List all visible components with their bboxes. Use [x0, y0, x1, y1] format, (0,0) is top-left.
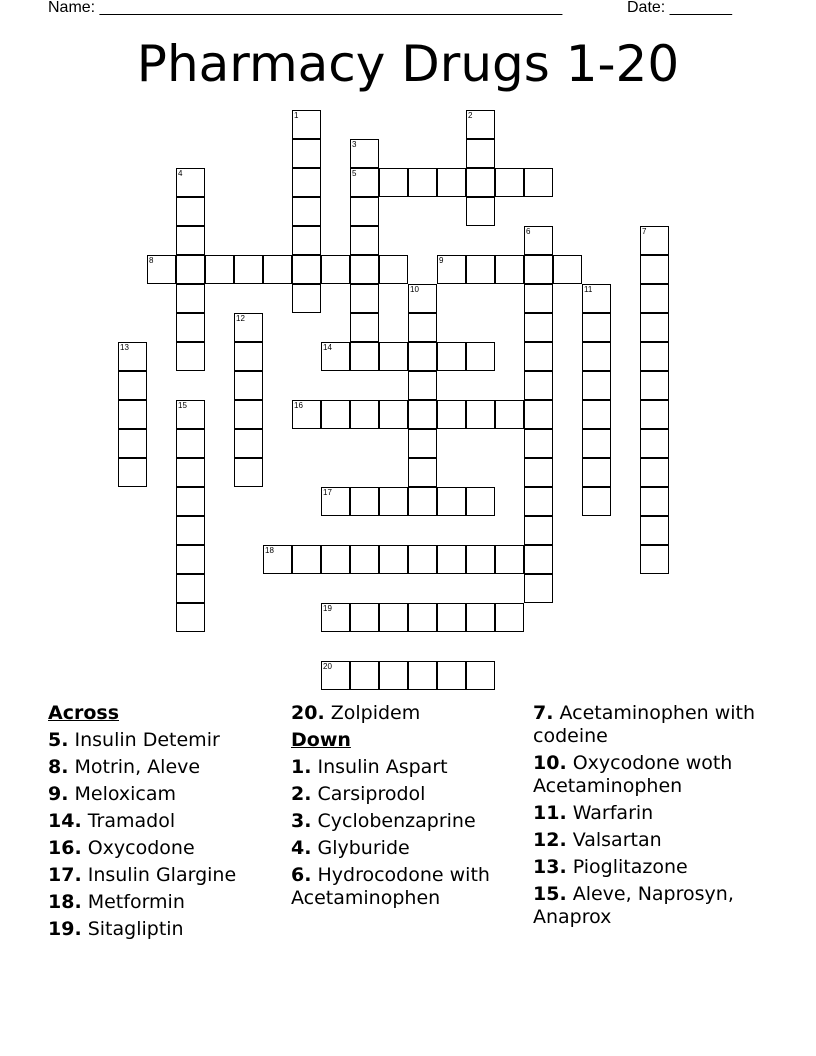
grid-cell[interactable]	[640, 487, 669, 516]
grid-cell[interactable]	[524, 226, 553, 255]
grid-cell[interactable]	[379, 603, 408, 632]
grid-cell[interactable]	[234, 371, 263, 400]
grid-cell[interactable]	[524, 545, 553, 574]
clue-item-text: Insulin Glargine	[87, 864, 237, 886]
grid-cell[interactable]	[350, 661, 379, 690]
clue-number: 17	[323, 488, 332, 497]
clue-number: 13	[120, 343, 129, 352]
grid-cell[interactable]	[379, 487, 408, 516]
clue-item	[291, 756, 521, 779]
grid-cell[interactable]	[118, 342, 147, 371]
clue-number: 14	[323, 343, 332, 352]
grid-cell[interactable]	[263, 255, 292, 284]
grid-cell[interactable]	[466, 110, 495, 139]
grid-cell[interactable]	[379, 255, 408, 284]
grid-cell[interactable]	[495, 400, 524, 429]
clue-item	[291, 783, 521, 806]
clue-number: 10	[410, 285, 419, 294]
clue-item-number: 3.	[291, 810, 312, 832]
clue-item-text: Insulin Aspart	[317, 756, 448, 778]
grid-cell[interactable]	[466, 197, 495, 226]
grid-cell[interactable]	[234, 342, 263, 371]
clue-number: 1	[294, 111, 299, 120]
clue-item-text: Insulin Detemir	[74, 729, 220, 751]
grid-cell[interactable]	[437, 661, 466, 690]
clue-item	[291, 702, 521, 725]
grid-cell[interactable]	[292, 226, 321, 255]
grid-cell[interactable]	[176, 197, 205, 226]
grid-cell[interactable]	[524, 371, 553, 400]
grid-cell[interactable]	[176, 168, 205, 197]
grid-cell[interactable]	[524, 429, 553, 458]
grid-cell[interactable]	[640, 545, 669, 574]
clue-item	[48, 891, 288, 914]
grid-cell[interactable]	[292, 545, 321, 574]
grid-cell[interactable]	[640, 313, 669, 342]
grid-cell[interactable]	[640, 458, 669, 487]
clue-item-number: 12.	[533, 829, 567, 851]
clue-item-number: 4.	[291, 837, 312, 859]
grid-cell[interactable]	[582, 284, 611, 313]
clue-item-number: 7.	[533, 702, 554, 724]
grid-cell[interactable]	[495, 168, 524, 197]
grid-cell[interactable]	[408, 400, 437, 429]
clues-column-3	[533, 702, 773, 933]
grid-cell[interactable]	[176, 400, 205, 429]
clue-item	[48, 810, 288, 833]
clue-item-number: 5.	[48, 729, 69, 751]
clue-number: 20	[323, 662, 332, 671]
clue-item	[48, 729, 288, 752]
clue-number: 18	[265, 546, 274, 555]
clue-item-text: Motrin, Aleve	[74, 756, 201, 778]
clue-item	[533, 883, 773, 929]
grid-cell[interactable]	[350, 487, 379, 516]
clue-item-number: 2.	[291, 783, 312, 805]
grid-cell[interactable]	[350, 226, 379, 255]
grid-cell[interactable]	[466, 400, 495, 429]
grid-cell[interactable]	[495, 255, 524, 284]
grid-cell[interactable]	[379, 661, 408, 690]
clue-item-text: Warfarin	[572, 802, 654, 824]
grid-cell[interactable]	[176, 226, 205, 255]
clue-item-text: Carsiprodol	[317, 783, 426, 805]
grid-cell[interactable]	[408, 168, 437, 197]
grid-cell[interactable]	[582, 458, 611, 487]
clue-item	[48, 918, 288, 941]
grid-cell[interactable]	[524, 255, 553, 284]
grid-cell[interactable]	[350, 603, 379, 632]
grid-cell[interactable]	[350, 545, 379, 574]
grid-cell[interactable]	[321, 603, 350, 632]
clue-number: 5	[352, 169, 357, 178]
grid-cell[interactable]	[176, 313, 205, 342]
grid-cell[interactable]	[176, 516, 205, 545]
grid-cell[interactable]	[321, 255, 350, 284]
grid-cell[interactable]	[524, 313, 553, 342]
clue-number: 15	[178, 401, 187, 410]
grid-cell[interactable]	[524, 284, 553, 313]
grid-cell[interactable]	[176, 487, 205, 516]
grid-cell[interactable]	[350, 168, 379, 197]
clue-item-number: 17.	[48, 864, 82, 886]
clue-item-number: 1.	[291, 756, 312, 778]
clue-number: 16	[294, 401, 303, 410]
grid-cell[interactable]	[292, 168, 321, 197]
grid-cell[interactable]	[582, 400, 611, 429]
clue-number: 9	[439, 256, 444, 265]
grid-cell[interactable]	[350, 197, 379, 226]
grid-cell[interactable]	[466, 255, 495, 284]
grid-cell[interactable]	[176, 342, 205, 371]
grid-cell[interactable]	[437, 400, 466, 429]
clue-item-text: Aleve, Naprosyn, Anaprox	[533, 883, 734, 928]
grid-cell[interactable]	[350, 255, 379, 284]
clues-column-1	[48, 702, 288, 945]
grid-cell[interactable]	[176, 574, 205, 603]
clue-item-text: Sitagliptin	[87, 918, 184, 940]
clue-item	[291, 864, 521, 910]
clue-number: 19	[323, 604, 332, 613]
grid-cell[interactable]	[292, 400, 321, 429]
clue-number: 12	[236, 314, 245, 323]
clue-item-number: 20.	[291, 702, 325, 724]
grid-cell[interactable]	[379, 168, 408, 197]
grid-cell[interactable]	[321, 400, 350, 429]
grid-cell[interactable]	[234, 255, 263, 284]
clue-item	[291, 837, 521, 860]
grid-cell[interactable]	[321, 342, 350, 371]
grid-cell[interactable]	[437, 255, 466, 284]
clue-item-text: Hydrocodone with Acetaminophen	[291, 864, 490, 909]
grid-cell[interactable]	[582, 371, 611, 400]
grid-cell[interactable]	[292, 284, 321, 313]
clue-item-text: Valsartan	[572, 829, 662, 851]
grid-cell[interactable]	[437, 487, 466, 516]
grid-cell[interactable]	[466, 139, 495, 168]
grid-cell[interactable]	[437, 342, 466, 371]
clue-number: 8	[149, 256, 154, 265]
grid-cell[interactable]	[466, 342, 495, 371]
grid-cell[interactable]	[118, 371, 147, 400]
grid-cell[interactable]	[234, 400, 263, 429]
clue-section-heading: Down	[291, 729, 351, 751]
clue-item-number: 11.	[533, 802, 567, 824]
clue-item-number: 14.	[48, 810, 82, 832]
grid-cell[interactable]	[408, 661, 437, 690]
grid-cell[interactable]	[466, 661, 495, 690]
clue-number: 7	[642, 227, 647, 236]
clue-item	[533, 752, 773, 798]
grid-cell[interactable]	[437, 603, 466, 632]
grid-cell[interactable]	[640, 255, 669, 284]
clue-item	[48, 756, 288, 779]
grid-cell[interactable]	[118, 429, 147, 458]
grid-cell[interactable]	[176, 255, 205, 284]
grid-cell[interactable]	[408, 603, 437, 632]
clue-item	[533, 856, 773, 879]
grid-cell[interactable]	[524, 168, 553, 197]
grid-cell[interactable]	[582, 429, 611, 458]
grid-cell[interactable]	[640, 429, 669, 458]
clue-item-text: Pioglitazone	[572, 856, 688, 878]
grid-cell[interactable]	[408, 284, 437, 313]
grid-cell[interactable]	[495, 603, 524, 632]
clue-item-text: Cyclobenzaprine	[317, 810, 476, 832]
grid-cell[interactable]	[205, 255, 234, 284]
grid-cell[interactable]	[408, 487, 437, 516]
grid-cell[interactable]	[350, 139, 379, 168]
clue-item	[291, 810, 521, 833]
clue-number: 4	[178, 169, 183, 178]
clues-column-2	[291, 702, 521, 914]
clue-item-number: 16.	[48, 837, 82, 859]
clue-item-text: Oxycodone woth Acetaminophen	[533, 752, 733, 797]
grid-cell[interactable]	[437, 545, 466, 574]
clue-item	[533, 702, 773, 748]
clue-item-text: Tramadol	[87, 810, 176, 832]
clue-number: 11	[584, 285, 593, 294]
grid-cell[interactable]	[466, 603, 495, 632]
grid-cell[interactable]	[379, 400, 408, 429]
clue-item-text: Zolpidem	[330, 702, 421, 724]
grid-cell[interactable]	[524, 458, 553, 487]
grid-cell[interactable]	[176, 458, 205, 487]
grid-cell[interactable]	[495, 545, 524, 574]
clue-item	[48, 864, 288, 887]
grid-cell[interactable]	[292, 197, 321, 226]
grid-cell[interactable]	[292, 110, 321, 139]
grid-cell[interactable]	[379, 342, 408, 371]
grid-cell[interactable]	[524, 342, 553, 371]
clue-section-heading: Across	[48, 702, 120, 724]
grid-cell[interactable]	[118, 458, 147, 487]
clue-item-text: Meloxicam	[74, 783, 177, 805]
grid-cell[interactable]	[350, 284, 379, 313]
grid-cell[interactable]	[379, 545, 408, 574]
grid-cell[interactable]	[466, 487, 495, 516]
clue-item-number: 6.	[291, 864, 312, 886]
clue-item	[48, 783, 288, 806]
clue-item-number: 10.	[533, 752, 567, 774]
grid-cell[interactable]	[292, 139, 321, 168]
grid-cell[interactable]	[640, 400, 669, 429]
grid-cell[interactable]	[408, 458, 437, 487]
grid-cell[interactable]	[234, 313, 263, 342]
grid-cell[interactable]	[640, 284, 669, 313]
grid-cell[interactable]	[147, 255, 176, 284]
clue-item-number: 8.	[48, 756, 69, 778]
clue-item-text: Metformin	[87, 891, 185, 913]
grid-cell[interactable]	[234, 429, 263, 458]
clue-item-number: 15.	[533, 883, 567, 905]
grid-cell[interactable]	[466, 168, 495, 197]
clue-number: 6	[526, 227, 531, 236]
grid-cell[interactable]	[408, 371, 437, 400]
grid-cell[interactable]	[176, 545, 205, 574]
grid-cell[interactable]	[176, 603, 205, 632]
grid-cell[interactable]	[263, 545, 292, 574]
grid-cell[interactable]	[350, 313, 379, 342]
grid-cell[interactable]	[640, 226, 669, 255]
grid-cell[interactable]	[321, 545, 350, 574]
clue-item-number: 9.	[48, 783, 69, 805]
clue-item-number: 18.	[48, 891, 82, 913]
grid-cell[interactable]	[524, 400, 553, 429]
grid-cell[interactable]	[640, 371, 669, 400]
grid-cell[interactable]	[408, 342, 437, 371]
name-field-label: Name: ____________________________________________________	[48, 0, 563, 16]
grid-cell[interactable]	[524, 574, 553, 603]
grid-cell[interactable]	[553, 255, 582, 284]
grid-cell[interactable]	[234, 458, 263, 487]
grid-cell[interactable]	[292, 255, 321, 284]
page-title: Pharmacy Drugs 1-20	[136, 35, 680, 93]
clue-number: 3	[352, 140, 357, 149]
grid-cell[interactable]	[118, 400, 147, 429]
clue-number: 2	[468, 111, 473, 120]
grid-cell[interactable]	[524, 487, 553, 516]
grid-cell[interactable]	[176, 429, 205, 458]
clue-item	[533, 802, 773, 825]
grid-cell[interactable]	[466, 545, 495, 574]
grid-cell[interactable]	[582, 313, 611, 342]
clue-item-number: 13.	[533, 856, 567, 878]
grid-cell[interactable]	[321, 487, 350, 516]
grid-cell[interactable]	[582, 487, 611, 516]
grid-cell[interactable]	[321, 661, 350, 690]
date-field-label: Date: _______	[627, 0, 732, 16]
clue-item-text: Acetaminophen with codeine	[533, 702, 756, 747]
grid-cell[interactable]	[408, 429, 437, 458]
clue-item	[533, 829, 773, 852]
grid-cell[interactable]	[408, 545, 437, 574]
grid-cell[interactable]	[350, 400, 379, 429]
grid-cell[interactable]	[524, 516, 553, 545]
clue-item	[48, 837, 288, 860]
grid-cell[interactable]	[350, 342, 379, 371]
grid-cell[interactable]	[408, 313, 437, 342]
grid-cell[interactable]	[640, 516, 669, 545]
clue-item-text: Glyburide	[317, 837, 410, 859]
grid-cell[interactable]	[437, 168, 466, 197]
grid-cell[interactable]	[640, 342, 669, 371]
grid-cell[interactable]	[582, 342, 611, 371]
clue-item-text: Oxycodone	[87, 837, 195, 859]
clue-item-number: 19.	[48, 918, 82, 940]
grid-cell[interactable]	[176, 284, 205, 313]
